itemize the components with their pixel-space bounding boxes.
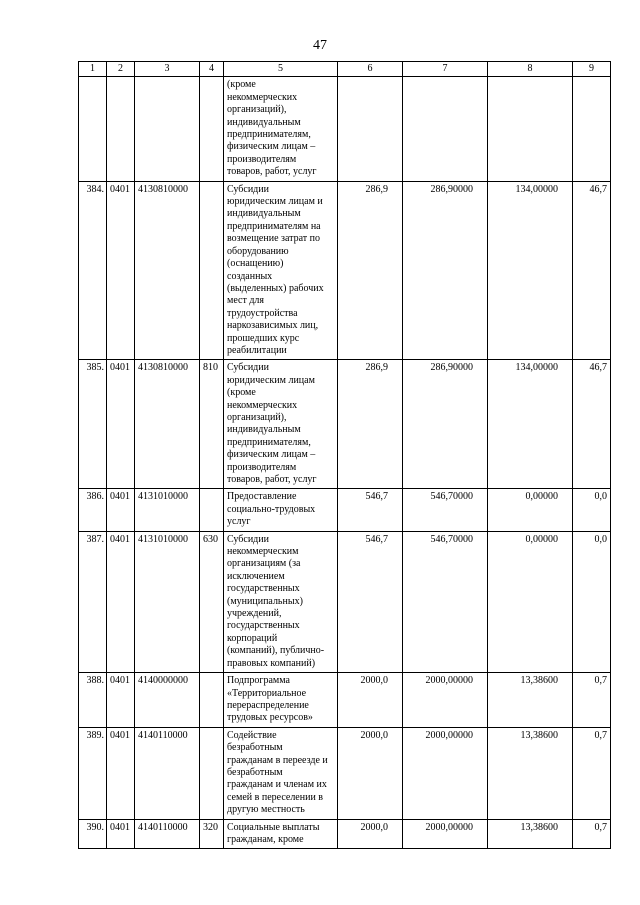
section-code-cell: 0401 (107, 181, 135, 360)
refined-amount-cell: 286,90000 (403, 181, 488, 360)
header-cell: 3 (135, 62, 200, 77)
section-code-cell: 0401 (107, 531, 135, 672)
header-cell: 8 (488, 62, 573, 77)
description-cell: Содействие безработным гражданам в переезде и безработным гражданам и членам их семей в переселении в другую местность (224, 727, 338, 819)
target-article-cell: 4131010000 (135, 531, 200, 672)
percent-cell: 0,0 (573, 489, 611, 531)
header-cell: 4 (200, 62, 224, 77)
target-article-cell: 4131010000 (135, 489, 200, 531)
description-cell: Социальные выплаты гражданам, кроме (224, 819, 338, 849)
refined-amount-cell: 286,90000 (403, 360, 488, 489)
executed-amount-cell: 134,00000 (488, 360, 573, 489)
description-cell: Субсидии юридическим лицам (кроме некоммерческих организаций), индивидуальным предпринимателям, физическим лицам – производителям товаров, работ, услуг (224, 360, 338, 489)
header-cell: 9 (573, 62, 611, 77)
percent-cell: 0,7 (573, 727, 611, 819)
target-article-cell: 4140000000 (135, 673, 200, 728)
row-number-cell: 390. (79, 819, 107, 849)
description-cell: Предоставление социально-трудовых услуг (224, 489, 338, 531)
expense-type-cell (200, 77, 224, 181)
row-number-cell: 387. (79, 531, 107, 672)
approved-amount-cell (338, 77, 403, 181)
approved-amount-cell: 2000,0 (338, 819, 403, 849)
refined-amount-cell: 546,70000 (403, 531, 488, 672)
page-number: 47 (313, 38, 327, 53)
section-code-cell: 0401 (107, 489, 135, 531)
table-row (79, 77, 611, 181)
table-row (79, 819, 611, 849)
table-body (79, 62, 611, 849)
expense-type-cell (200, 673, 224, 728)
section-code-cell: 0401 (107, 360, 135, 489)
header-cell: 7 (403, 62, 488, 77)
expense-type-cell (200, 727, 224, 819)
row-number-cell: 385. (79, 360, 107, 489)
row-number-cell: 384. (79, 181, 107, 360)
table-row (79, 673, 611, 728)
approved-amount-cell: 546,7 (338, 531, 403, 672)
approved-amount-cell: 286,9 (338, 181, 403, 360)
budget-table (78, 61, 611, 849)
target-article-cell: 4140110000 (135, 727, 200, 819)
executed-amount-cell: 13,38600 (488, 727, 573, 819)
table-row (79, 181, 611, 360)
row-number-cell: 388. (79, 673, 107, 728)
description-cell: Субсидии юридическим лицам и индивидуальным предпринимателям на возмещение затрат по оборудованию (оснащению) созданных (выделенных) рабочих мест для трудоустройства наркозависимых лиц, прошедших курс реабилитации (224, 181, 338, 360)
target-article-cell: 4130810000 (135, 360, 200, 489)
target-article-cell: 4130810000 (135, 181, 200, 360)
table-row (79, 727, 611, 819)
section-code-cell: 0401 (107, 673, 135, 728)
executed-amount-cell: 0,00000 (488, 531, 573, 672)
header-cell: 2 (107, 62, 135, 77)
refined-amount-cell: 2000,00000 (403, 727, 488, 819)
refined-amount-cell (403, 77, 488, 181)
percent-cell: 0,7 (573, 819, 611, 849)
section-code-cell (107, 77, 135, 181)
refined-amount-cell: 2000,00000 (403, 673, 488, 728)
section-code-cell: 0401 (107, 727, 135, 819)
refined-amount-cell: 2000,00000 (403, 819, 488, 849)
description-cell: Субсидии некоммерческим организациям (за исключением государственных (муниципальных) учреждений, государственных корпораций (компаний), публично- правовых компаний) (224, 531, 338, 672)
executed-amount-cell (488, 77, 573, 181)
percent-cell: 0,7 (573, 673, 611, 728)
approved-amount-cell: 2000,0 (338, 727, 403, 819)
expense-type-cell (200, 489, 224, 531)
row-number-cell (79, 77, 107, 181)
expense-type-cell: 810 (200, 360, 224, 489)
expense-type-cell: 320 (200, 819, 224, 849)
table-row (79, 360, 611, 489)
executed-amount-cell: 13,38600 (488, 819, 573, 849)
target-article-cell: 4140110000 (135, 819, 200, 849)
section-code-cell: 0401 (107, 819, 135, 849)
expense-type-cell: 630 (200, 531, 224, 672)
description-cell: Подпрограмма «Территориальное перераспределение трудовых ресурсов» (224, 673, 338, 728)
row-number-cell: 389. (79, 727, 107, 819)
description-cell: (кроме некоммерческих организаций), индивидуальным предпринимателям, физическим лицам – производителям товаров, работ, услуг (224, 77, 338, 181)
header-cell: 5 (224, 62, 338, 77)
executed-amount-cell: 134,00000 (488, 181, 573, 360)
header-cell: 6 (338, 62, 403, 77)
header-cell: 1 (79, 62, 107, 77)
executed-amount-cell: 13,38600 (488, 673, 573, 728)
table-header-row (79, 62, 611, 77)
percent-cell: 0,0 (573, 531, 611, 672)
expense-type-cell (200, 181, 224, 360)
target-article-cell (135, 77, 200, 181)
row-number-cell: 386. (79, 489, 107, 531)
refined-amount-cell: 546,70000 (403, 489, 488, 531)
approved-amount-cell: 2000,0 (338, 673, 403, 728)
percent-cell: 46,7 (573, 360, 611, 489)
table-row (79, 531, 611, 672)
executed-amount-cell: 0,00000 (488, 489, 573, 531)
percent-cell: 46,7 (573, 181, 611, 360)
approved-amount-cell: 546,7 (338, 489, 403, 531)
approved-amount-cell: 286,9 (338, 360, 403, 489)
percent-cell (573, 77, 611, 181)
table-row (79, 489, 611, 531)
